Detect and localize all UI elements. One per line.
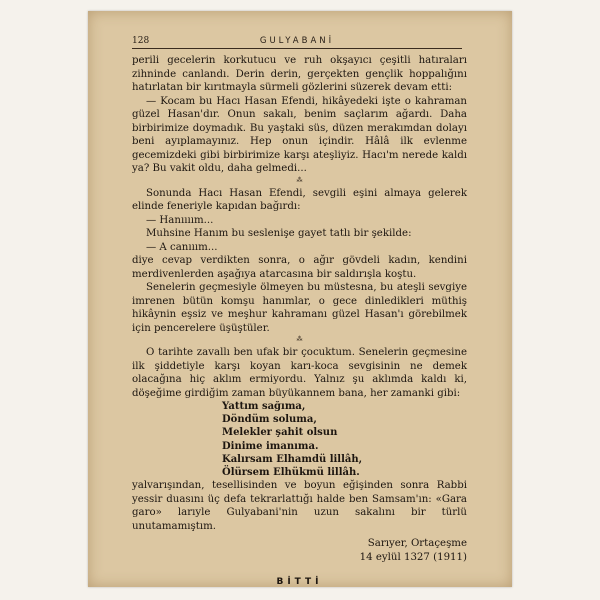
paragraph: Senelerin geçmesiyle ölmeyen bu müstesna, bu ateşli sevgiye imrenen bütün komşu hanımlar, o gece dinledikleri müthiş hikâynin eşsiz ve meşhur kahramanı güzel Hasan'ı görebilmek için pencerelere üşüştüler. (132, 282, 467, 334)
verse-line: Dinime imanıma. (222, 440, 319, 452)
running-title: GULYABANİ (259, 36, 335, 46)
paragraph: — Kocam bu Hacı Hasan Efendi, hikâyedeki işte o kahraman güzel Hasan'dır. Onun sakalı, benim saçlarım ağardı. Daha birbirimize doymadık. Bu yaştaki süs, düzen merakımdan dolayı beni ayıplamayınız. Hep onun içindir. Hâlâ ilk evlenme gecemizdeki gibi birbirimize karşı ateşliyiz. Hacı'm nerede kaldı ya? Bu vakit oldu, daha gelmedi... (132, 95, 467, 174)
date-line: 14 eylül 1327 (1911) (359, 551, 467, 563)
verse-line: Ölürsem Elhükmü lillâh. (222, 467, 360, 479)
signoff (132, 537, 467, 564)
page-number: 128 (132, 36, 150, 46)
verse-line: Döndüm soluma, (222, 414, 317, 426)
book-page (88, 11, 512, 587)
page-body (132, 54, 467, 590)
paragraph: O tarihte zavallı ben ufak bir çocuktum. Senelerin geçmesine ilk şiddetiyle karşı koyan karı-koca sevgisinin ne demek olacağına hiç aklım ermiyordu. Yalnız şu aklımda kaldı ki, döşeğime girdiğim zaman büyükannem bana, her zamanki gibi: (132, 347, 467, 399)
paragraph: perili gecelerin korkutucu ve ruh okşayıcı çeşitli hatıraları zihninde canlandı. Derin derin, gerçekten gençlik hoppalığını hatırlatan bir kırıtmayla sürmeli gözlerini süzerek devam etti: (132, 55, 467, 93)
paragraph: yalvarışından, tesellisinden ve boyun eğişinden sonra Rabbi yessir duasını üç defa tekrarlattığı halde ben Samsam'ın: «Gara garo» larıyle Gulyabani'nin uzun sakalını bir türlü unutamamıştım. (132, 480, 467, 532)
place-line: Sarıyer, Ortaçeşme (367, 538, 467, 550)
paragraph: — A canııım... (146, 241, 218, 253)
section-break-asterism: ⁂ (296, 336, 303, 343)
prayer-verse (222, 400, 467, 479)
paragraph: diye cevap verdikten sonra, o ağır gövdeli kadın, kendini merdivenlerden aşağıya atarcasına bir saldırışla koştu. (132, 255, 467, 280)
verse-line: Yattım sağıma, (222, 401, 306, 412)
paragraph: Muhsine Hanım bu seslenişe gayet tatlı bir şekilde: (146, 228, 412, 239)
paragraph: Sonunda Hacı Hasan Efendi, sevgili eşini almaya gelerek elinde feneriyle kapıdan bağırdı: (132, 187, 467, 212)
verse-line: Melekler şahit olsun (222, 427, 338, 439)
paragraph: — Hanıııım... (146, 214, 214, 226)
end-mark: BİTTİ (276, 577, 323, 588)
section-break-asterism: ⁂ (296, 176, 303, 184)
page-header (132, 36, 462, 52)
header-rule (132, 48, 462, 49)
verse-line: Kalırsam Elhamdü lillâh, (222, 453, 363, 465)
